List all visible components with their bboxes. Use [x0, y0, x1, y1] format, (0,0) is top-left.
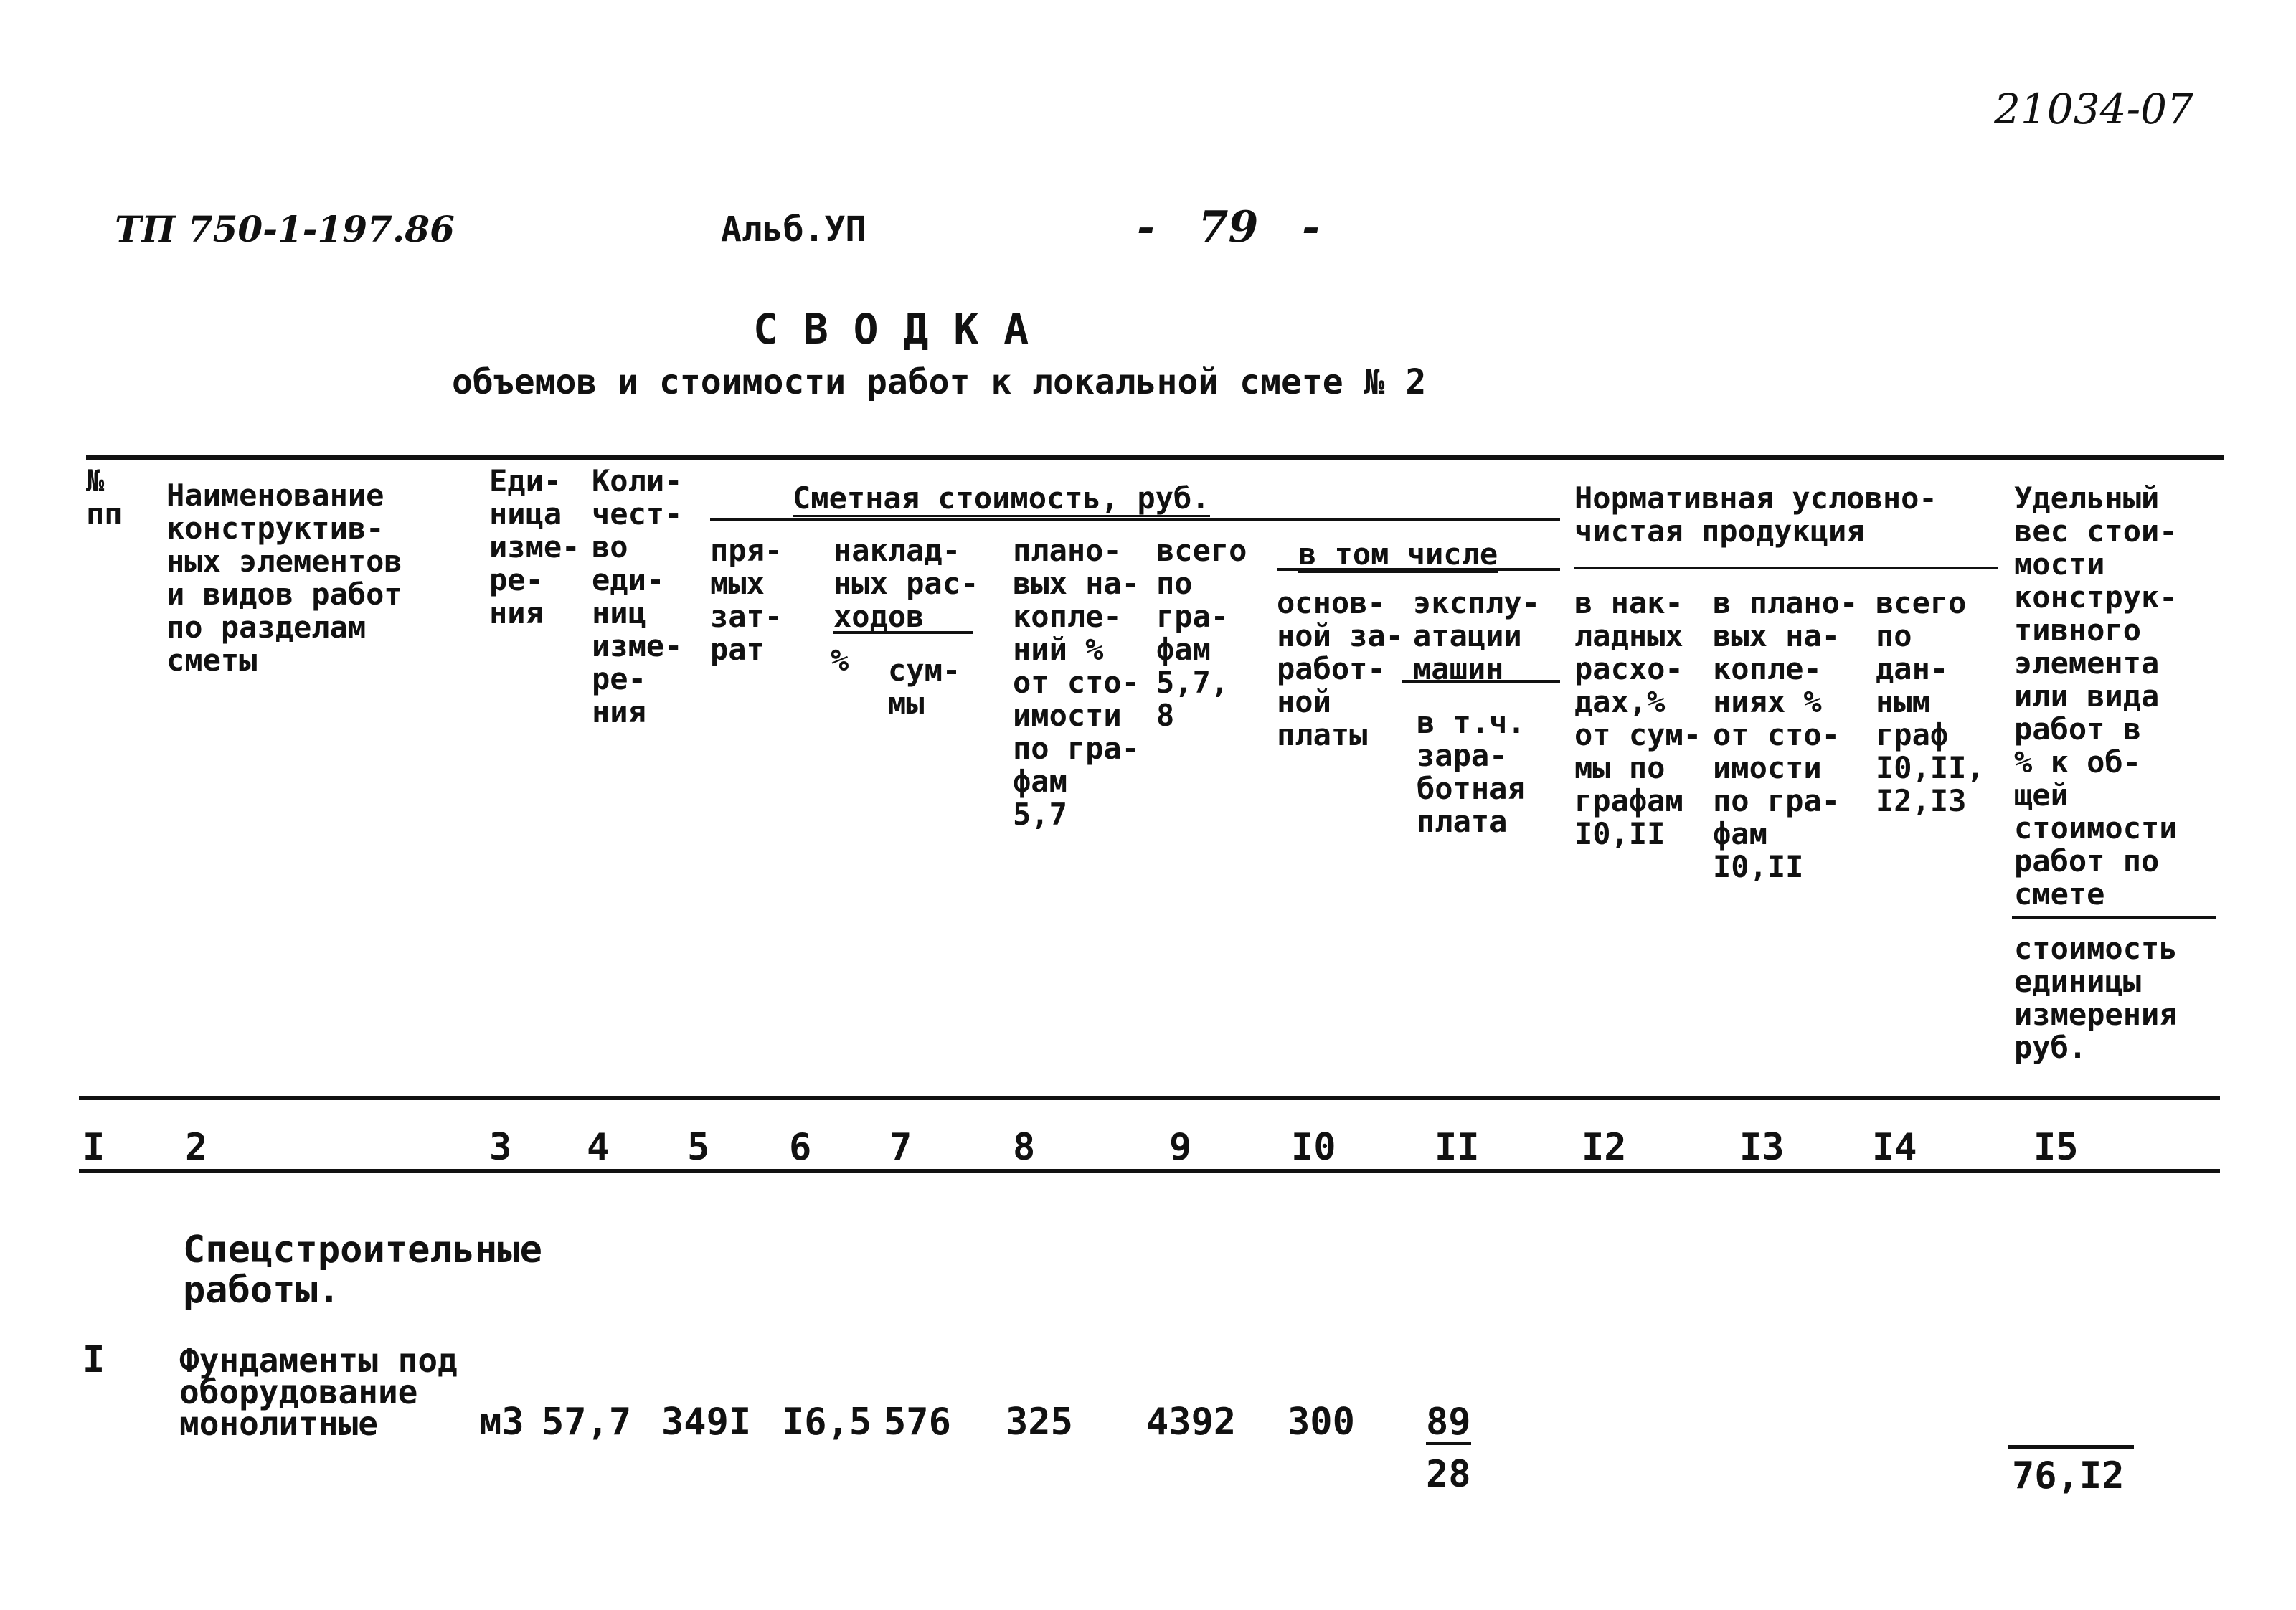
- colnum-13: I3: [1739, 1126, 1785, 1169]
- row-overhead-pct: I6,5: [782, 1401, 872, 1444]
- row-direct-costs: 349I: [661, 1401, 752, 1444]
- row-machines: 89: [1426, 1401, 1471, 1444]
- row-quantity: 57,7: [542, 1401, 632, 1444]
- header-total: всего по гра- фам 5,7, 8: [1156, 533, 1247, 733]
- header-element-name: Наименование конструктив- ных элементов и видов работ по разделам сметы: [166, 478, 402, 678]
- page-subtitle: объемов и стоимости работ к локальной смете № 2: [452, 362, 1427, 402]
- row-base-salary: 300: [1288, 1401, 1355, 1444]
- smetnaya-group-rule: [710, 518, 1560, 521]
- colnum-12: I2: [1582, 1126, 1627, 1169]
- section-heading: Спецстроительные работы.: [183, 1228, 542, 1312]
- row-planned-savings: 325: [1006, 1401, 1073, 1444]
- header-direct-costs: пря- мых зат- рат: [710, 533, 783, 667]
- colnum-10: I0: [1291, 1126, 1336, 1169]
- row-name: Фундаменты под оборудование монолитные: [179, 1341, 458, 1443]
- row-total: 4392: [1146, 1401, 1237, 1444]
- header-planned-savings: плано- вых на- копле- ний % от сто- имости по гра- фам 5,7: [1013, 533, 1140, 832]
- header-net-total: всего по дан- ным граф I0,II, I2,I3: [1876, 585, 1985, 818]
- page-title: С В О Д К А: [753, 305, 1029, 354]
- album-label: Альб.УП: [721, 209, 866, 250]
- header-overhead-pct: %: [831, 643, 849, 678]
- unit-cost-rule: [2008, 1445, 2134, 1449]
- colnum-1: I: [82, 1126, 105, 1169]
- header-quantity: Коли- чест- во еди- ниц изме- ре- ния: [592, 463, 683, 729]
- table-top-rule: [86, 455, 2224, 460]
- header-net-overhead: в нак- ладных расхо- дах,% от сум- мы по графам I0,II: [1574, 585, 1702, 851]
- row-overhead-sum: 576: [884, 1401, 951, 1444]
- colnum-bottom-rule: [79, 1169, 2220, 1173]
- header-smetnaya-group: Сметная стоимость, руб.: [793, 480, 1210, 516]
- header-v-tom-chisle: в том числе: [1298, 536, 1498, 572]
- colnum-11: II: [1435, 1126, 1480, 1169]
- header-overhead-sum: сум- мы: [888, 653, 961, 721]
- row-unit: м3: [479, 1401, 524, 1444]
- colnum-14: I4: [1872, 1126, 1917, 1169]
- header-net-planned: в плано- вых на- копле- ниях % от сто- имости по гра- фам I0,II: [1713, 585, 1858, 884]
- header-machines-salary: в т.ч. зара- ботная плата: [1417, 705, 1526, 839]
- normativnaya-group-rule: [1574, 567, 1998, 569]
- header-unit: Еди- ница изме- ре- ния: [489, 463, 580, 630]
- colnum-15: I5: [2033, 1126, 2079, 1169]
- header-bottom-rule: [79, 1096, 2220, 1100]
- header-unit-cost: стоимость единицы измерения руб.: [2014, 931, 2178, 1065]
- row-number: I: [82, 1338, 105, 1381]
- colnum-2: 2: [185, 1126, 208, 1169]
- header-overhead-group: наклад- ных рас- ходов: [833, 533, 979, 634]
- colnum-8: 8: [1013, 1126, 1036, 1169]
- header-normativnaya-group: Нормативная условно- чистая продукция: [1574, 480, 1937, 549]
- header-row-number: № пп: [86, 463, 123, 531]
- row-unit-cost: 76,I2: [2012, 1454, 2125, 1497]
- col15-divider-rule: [2012, 916, 2216, 919]
- colnum-5: 5: [687, 1126, 710, 1169]
- page-number: - 79 -: [1137, 202, 1321, 252]
- colnum-6: 6: [789, 1126, 812, 1169]
- colnum-3: 3: [489, 1126, 512, 1169]
- row-machines-salary: 28: [1426, 1453, 1471, 1496]
- colnum-9: 9: [1169, 1126, 1192, 1169]
- header-base-salary: основ- ной за- работ- ной платы: [1277, 585, 1404, 752]
- colnum-4: 4: [587, 1126, 610, 1169]
- colnum-7: 7: [889, 1126, 912, 1169]
- archive-number: 21034-07: [1994, 85, 2193, 133]
- header-machines-group: эксплу- атации машин: [1413, 585, 1541, 686]
- header-specific-weight: Удельный вес стои- мости конструк- тивного элемента или вида работ в % к об- щей стоимости работ по смете: [2014, 480, 2178, 911]
- document-code: ТП 750-1-197.86: [115, 208, 455, 250]
